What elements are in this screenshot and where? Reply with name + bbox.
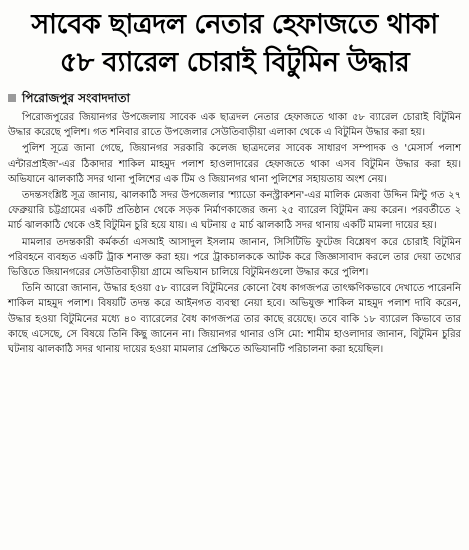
paragraph-2: পুলিশ সূত্রে জানা গেছে, জিয়ানগর সরকারি কলেজ ছাত্রদলের সাবেক সাধারণ সম্পাদক ও 'মেসার্স পলাশ এন্টারপ্রাইজ'-এর ঠিকাদার শাকিল মাহমুদ পলাশ হাওলাদারের হেফাজতে থাকা এসব বিটুমিন উদ্ধার করা হয়। অভিযানে ঝালকাঠি সদর থানা পুলিশের এক টিম ও জিয়ানগর থানা পুলিশের সহায়তায় অংশ নেয়। — [8, 143, 461, 185]
headline-line-1: সাবেক ছাত্রদল নেতার হেফাজতে থাকা — [31, 9, 438, 40]
headline-line-2: ৫৮ ব্যারেল চোরাই বিটুমিন উদ্ধার — [59, 47, 410, 78]
bullet-square-icon — [8, 94, 16, 102]
dateline-text: পিরোজপুর সংবাদদাতা — [22, 91, 130, 105]
dateline — [8, 90, 461, 106]
article-body — [8, 110, 461, 357]
paragraph-4: মামলার তদন্তকারী কর্মকর্তা এসআই আসাদুল ইসলাম জানান, সিসিটিভি ফুটেজ বিশ্লেষণ করে চোরাই বিটুমিন পরিবহনে ব্যবহৃত একটি ট্রাক শনাক্ত করা হয়। পরে ট্রাকচালককে আটক করে জিজ্ঞাসাবাদ করলে তার দেয়া তথ্যের ভিত্তিতে জিয়ানগরের সেউতিবাড়ীয়া গ্রামে অভিযান চালিয়ে বিটুমিনগুলো উদ্ধার করে পুলিশ। — [8, 236, 461, 279]
paragraph-3: তদন্তসংশ্লিষ্ট সূত্র জানায়, ঝালকাঠি সদর উপজেলার 'শ্যাডো কনস্ট্রাকশন'-এর মালিক মেজবা উদ্দিন মিন্টু গত ২৭ ফেব্রুয়ারি চট্টগ্রামের একটি প্রতিষ্ঠান থেকে সড়ক নির্মাণকাজের জন্য ২৫ ব্যারেল বিটুমিন ক্রয় করেন। পরবর্তীতে ২ মার্চ ঝালকাঠি থেকে ওই বিটুমিন চুরি হয়ে যায়। এ ঘটনায় ৫ মার্চ ঝালকাঠি সদর থানায় একটি মামলা দায়ের হয়। — [8, 190, 461, 232]
paragraph-5: তিনি আরো জানান, উদ্ধার হওয়া ৫৮ ব্যারেল বিটুমিনের কোনো বৈধ কাগজপত্র তাৎক্ষণিকভাবে দেখাতে পারেননি শাকিল মাহমুদ পলাশ। বিষয়টি তদন্ত করে আইনগত ব্যবস্থা নেয়া হবে। অভিযুক্ত শাকিল মাহমুদ পলাশ দাবি করেন, উদ্ধার হওয়া বিটুমিনের মধ্যে ৪০ ব্যারেলের বৈধ কাগজপত্র তার কাছে রয়েছে। তবে বাকি ১৮ ব্যারেল কিভাবে তার কাছে এসেছে, সে বিষয়ে তিনি কিছু জানেন না। জিয়ানগর থানার ওসি মো: শামীম হাওলাদার জানান, বিটুমিন চুরির ঘটনায় ঝালকাঠি সদর থানায় দায়ের হওয়া মামলার প্রেক্ষিতে অভিযানটি পরিচালনা করা হয়েছিল। — [8, 283, 461, 356]
headline — [8, 6, 461, 82]
paragraph-1: পিরোজপুরের জিয়ানগর উপজেলায় সাবেক এক ছাত্রদল নেতার হেফাজতে থাকা ৫৮ ব্যারেল চোরাই বিটুমিন উদ্ধার করেছে পুলিশ। গত শনিবার রাতে উপজেলার সেউতিবাড়ীয়া এলাকা থেকে এ বিটুমিন উদ্ধার করা হয়। — [8, 112, 461, 139]
